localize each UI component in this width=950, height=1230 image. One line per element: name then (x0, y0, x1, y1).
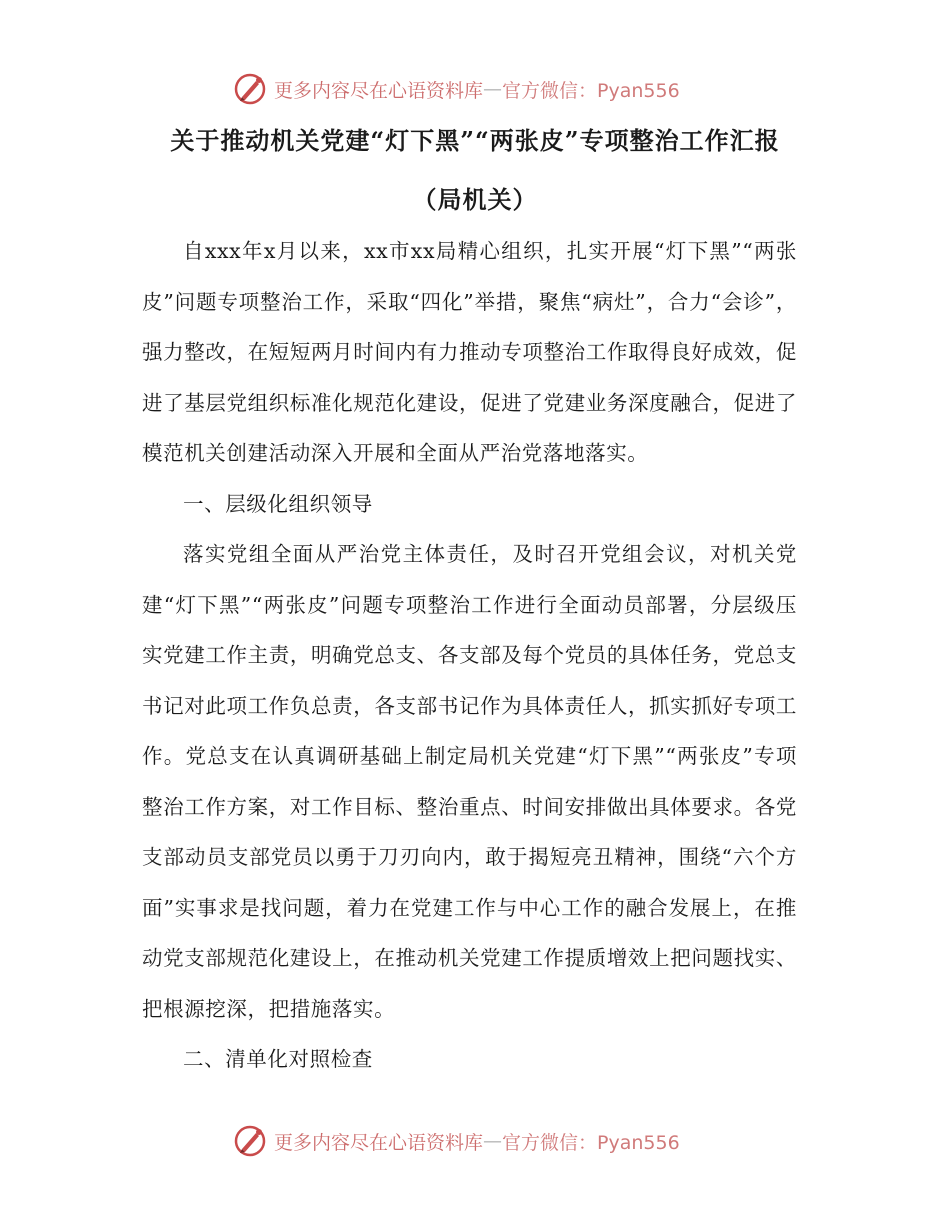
watermark-text: 更多内容尽在心语资料库 (274, 1131, 484, 1154)
watermark-separator: — (483, 78, 503, 100)
paragraph-intro: 自xxx年x月以来，xx市xx局精心组织，扎实开展“灯下黑”“两张皮”问题专项整治工作，采取“四化”举措，聚焦“病灶”，合力“会诊”，强力整改，在短短两月时间内有力推动专项整治工作取得良好成效，促进了基层党组织标准化规范化建设，促进了党建业务深度融合，促进了模范机关创建活动深入开展和全面从严治党落地落实。 (142, 239, 797, 465)
watermark-text: 更多内容尽在心语资料库 (274, 79, 484, 102)
section-heading-2: 二、清单化对照检查 (183, 1047, 373, 1071)
watermark-contact: 官方微信：Pyan556 (502, 79, 680, 102)
document-title: 关于推动机关党建“灯下黑”“两张皮”专项整治工作汇报 (170, 126, 780, 155)
paragraph-section-1: 落实党组全面从严治党主体责任，及时召开党组会议，对机关党建“灯下黑”“两张皮”问题专项整治工作进行全面动员部署，分层级压实党建工作主责，明确党总支、各支部及每个党员的具体任务，党总支书记对此项工作负总责，各支部书记作为具体责任人，抓实抓好专项工作。党总支在认真调研基础上制定局机关党建“灯下黑”“两张皮”专项整治工作方案，对工作目标、整治重点、时间安排做出具体要求。各党支部动员支部党员以勇于刀刃向内，敢于揭短亮丑精神，围绕“六个方面”实事求是找问题，着力在党建工作与中心工作的融合发展上，在推动党支部规范化建设上，在推动机关党建工作提质增效上把问题找实、把根源挖深，把措施落实。 (142, 542, 797, 1021)
document-body (142, 226, 797, 1085)
watermark-footer (232, 1121, 680, 1161)
pen-logo-icon (232, 1123, 268, 1159)
pen-logo-icon (232, 71, 268, 107)
watermark-header (232, 69, 680, 109)
document-subtitle: （局机关） (412, 185, 538, 214)
watermark-contact: 官方微信：Pyan556 (502, 1131, 680, 1154)
watermark-separator: — (483, 1130, 503, 1152)
section-heading-1: 一、层级化组织领导 (183, 491, 373, 516)
